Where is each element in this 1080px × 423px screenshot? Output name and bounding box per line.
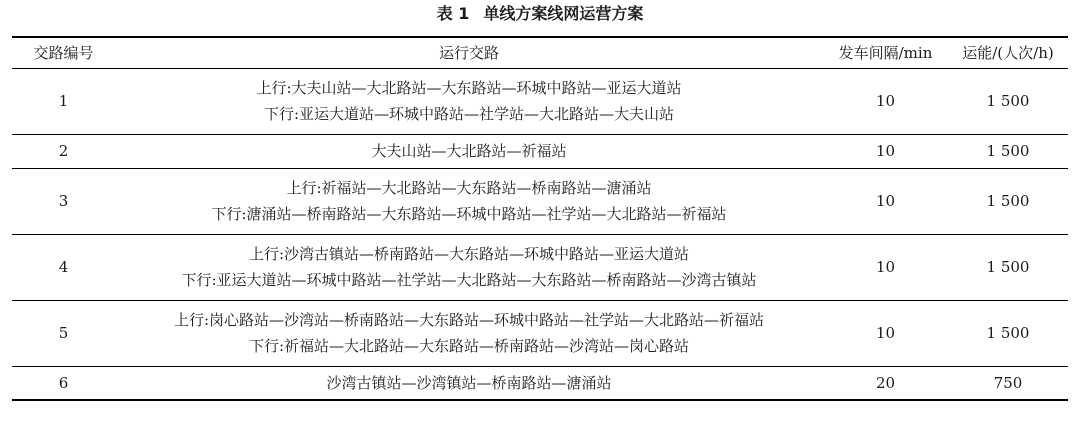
table-header: [12, 37, 1068, 68]
route-line-down: 下行:亚运大道站—环城中路站—社学站—大北路站—大夫山站: [263, 105, 675, 123]
cell-route-id: 2: [12, 134, 115, 168]
route-line: 大夫山站—大北路站—祈福站: [371, 142, 567, 160]
cell-interval: 20: [823, 366, 948, 400]
route-line-up: 上行:祈福站—大北路站—大东路站—桥南路站—溏涌站: [286, 179, 652, 197]
cell-route-id: 6: [12, 366, 115, 400]
table-caption-number: 表 1: [436, 4, 470, 23]
route-line: 沙湾古镇站—沙湾镇站—桥南路站—溏涌站: [326, 373, 612, 392]
cell-interval: 10: [823, 234, 948, 300]
cell-route-id: 5: [12, 300, 115, 366]
cell-route: [115, 366, 823, 400]
cell-route: [115, 134, 823, 168]
cell-interval: 10: [823, 168, 948, 234]
header-route-id: 交路编号: [12, 37, 115, 68]
cell-capacity: 1 500: [948, 234, 1068, 300]
route-line-up: 上行:沙湾古镇站—桥南路站—大东路站—环城中路站—亚运大道站: [248, 245, 690, 263]
table-caption: [0, 2, 1080, 26]
table-caption-title: 单线方案线网运营方案: [483, 4, 644, 23]
cell-route-id: 4: [12, 234, 115, 300]
table-body: [12, 68, 1068, 400]
route-line-up: 上行:大夫山站—大北路站—大东路站—环城中路站—亚运大道站: [256, 79, 682, 97]
cell-route: [115, 68, 823, 134]
route-line-up: 上行:岗心路站—沙湾站—桥南路站—大东路站—环城中路站—社学站—大北路站—祈福站: [173, 311, 765, 329]
cell-route: [115, 168, 823, 234]
cell-route-id: 3: [12, 168, 115, 234]
route-line-down: 下行:亚运大道站—环城中路站—社学站—大北路站—大东路站—桥南路站—沙湾古镇站: [181, 271, 757, 289]
cell-interval: 10: [823, 68, 948, 134]
cell-interval: 10: [823, 134, 948, 168]
route-line-down: 下行:溏涌站—桥南路站—大东路站—环城中路站—社学站—大北路站—祈福站: [211, 205, 727, 223]
cell-interval: 10: [823, 300, 948, 366]
table-row: [12, 366, 1068, 400]
cell-route: [115, 300, 823, 366]
table-row: [12, 68, 1068, 134]
table-row: [12, 168, 1068, 234]
cell-capacity: 1 500: [948, 134, 1068, 168]
header-row: [12, 37, 1068, 68]
route-line-down: 下行:祈福站—大北路站—大东路站—桥南路站—沙湾站—岗心路站: [248, 337, 690, 355]
operation-plan-table: [12, 36, 1068, 401]
cell-capacity: 1 500: [948, 68, 1068, 134]
cell-capacity: 1 500: [948, 300, 1068, 366]
table-row: [12, 234, 1068, 300]
table-row: [12, 134, 1068, 168]
cell-capacity: 1 500: [948, 168, 1068, 234]
table-row: [12, 300, 1068, 366]
header-interval: 发车间隔/min: [823, 37, 948, 68]
cell-route: [115, 234, 823, 300]
header-route: 运行交路: [115, 37, 823, 68]
cell-capacity: 750: [948, 366, 1068, 400]
cell-route-id: 1: [12, 68, 115, 134]
header-capacity: 运能/(人次/h): [948, 37, 1068, 68]
